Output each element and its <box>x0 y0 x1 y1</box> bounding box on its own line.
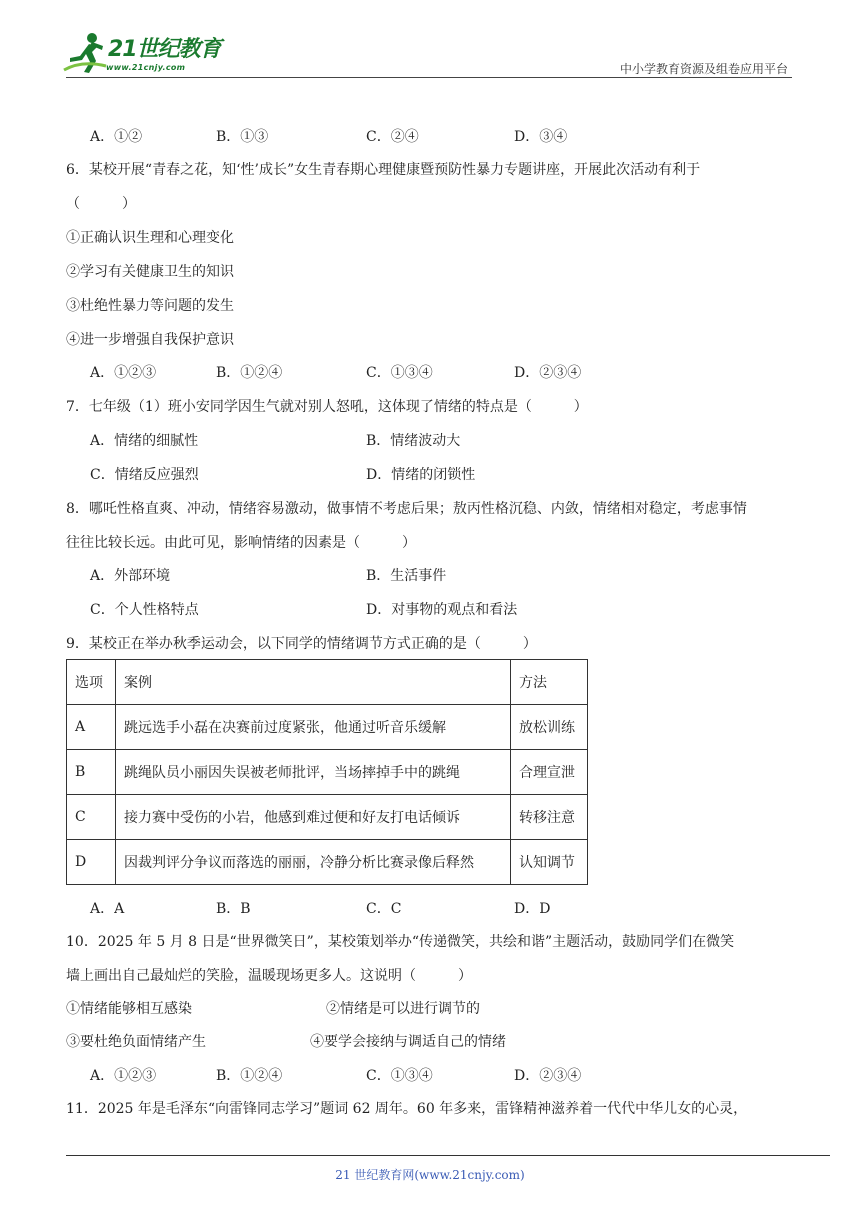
logo-text: 21世纪教育 <box>108 37 221 62</box>
q6-statement-2: ②学习有关健康卫生的知识 <box>66 264 234 280</box>
table-cell: C <box>67 795 116 840</box>
q9-option-b[interactable]: B．B <box>216 901 251 917</box>
table-cell: 合理宣泄 <box>511 750 588 795</box>
table-row <box>67 840 588 885</box>
table-row <box>67 705 588 750</box>
table-cell: A <box>67 705 116 750</box>
q10-statement-4: ④要学会接纳与调适自己的情绪 <box>310 1034 506 1050</box>
page-header <box>0 0 860 82</box>
q10-stem-line2: 墙上画出自己最灿烂的笑脸，温暖现场更多人。这说明（ ） <box>66 968 472 984</box>
q10-statement-2: ②情绪是可以进行调节的 <box>326 1001 480 1017</box>
q6-paren: （ ） <box>66 196 136 212</box>
table-cell: 放松训练 <box>511 705 588 750</box>
q7-option-b[interactable]: B．情绪波动大 <box>366 433 461 449</box>
q6-stem: 6．某校开展“青春之花，知‘性’成长”女生青春期心理健康暨预防性暴力专题讲座，开展此次活动有利于 <box>66 162 701 178</box>
q8-option-b[interactable]: B．生活事件 <box>366 568 447 584</box>
q10-statement-1: ①情绪能够相互感染 <box>66 1001 192 1017</box>
site-logo <box>62 30 232 78</box>
q10-statement-3: ③要杜绝负面情绪产生 <box>66 1034 206 1050</box>
q10-option-c[interactable]: C．①③④ <box>366 1068 433 1084</box>
logo-url: www.21cnjy.com <box>106 63 186 72</box>
table-cell: 认知调节 <box>511 840 588 885</box>
q5-option-c[interactable]: C．②④ <box>366 129 419 145</box>
q9-option-c[interactable]: C．C <box>366 901 402 917</box>
q8-option-a[interactable]: A．外部环境 <box>90 568 171 584</box>
header-divider <box>66 77 792 78</box>
q6-option-b[interactable]: B．①②④ <box>216 365 283 381</box>
q8-option-d[interactable]: D．对事物的观点和看法 <box>366 602 518 618</box>
q7-option-a[interactable]: A．情绪的细腻性 <box>90 433 199 449</box>
q9-table <box>66 659 588 885</box>
table-header-row <box>67 660 588 705</box>
q10-stem-line1: 10．2025 年 5 月 8 日是“世界微笑日”，某校策划举办“传递微笑，共绘和谐”主题活动，鼓励同学们在微笑 <box>66 934 735 950</box>
q6-statement-3: ③杜绝性暴力等问题的发生 <box>66 298 234 314</box>
q5-option-b[interactable]: B．①③ <box>216 129 269 145</box>
runner-icon <box>62 30 108 74</box>
table-header-cell: 案例 <box>116 660 511 705</box>
table-cell: 接力赛中受伤的小岩，他感到难过便和好友打电话倾诉 <box>116 795 511 840</box>
q6-option-d[interactable]: D．②③④ <box>514 365 582 381</box>
q8-stem-line1: 8．哪吒性格直爽、冲动，情绪容易激动，做事情不考虑后果；敖丙性格沉稳、内敛，情绪相对稳定，考虑事情 <box>66 501 747 517</box>
q5-option-d[interactable]: D．③④ <box>514 129 568 145</box>
q6-statement-4: ④进一步增强自我保护意识 <box>66 332 234 348</box>
table-cell: B <box>67 750 116 795</box>
table-header-cell: 选项 <box>67 660 116 705</box>
table-cell: 跳绳队员小丽因失误被老师批评，当场摔掉手中的跳绳 <box>116 750 511 795</box>
q10-option-b[interactable]: B．①②④ <box>216 1068 283 1084</box>
q5-option-a[interactable]: A．①② <box>90 129 143 145</box>
q9-option-d[interactable]: D．D <box>514 901 551 917</box>
table-row <box>67 795 588 840</box>
footer-divider <box>66 1155 830 1156</box>
q10-option-a[interactable]: A．①②③ <box>90 1068 157 1084</box>
q8-stem-line2: 往往比较长远。由此可见，影响情绪的因素是（ ） <box>66 535 416 551</box>
q9-option-a[interactable]: A．A <box>90 901 125 917</box>
q8-option-c[interactable]: C．个人性格特点 <box>90 602 199 618</box>
platform-title: 中小学教育资源及组卷应用平台 <box>619 62 788 76</box>
q7-stem: 7．七年级（1）班小安同学因生气就对别人怒吼，这体现了情绪的特点是（ ） <box>66 399 588 415</box>
table-cell: 跳远选手小磊在决赛前过度紧张，他通过听音乐缓解 <box>116 705 511 750</box>
table-cell: 因裁判评分争议而落选的丽丽，冷静分析比赛录像后释然 <box>116 840 511 885</box>
table-row <box>67 750 588 795</box>
q6-statement-1: ①正确认识生理和心理变化 <box>66 230 234 246</box>
q9-stem: 9．某校正在举办秋季运动会，以下同学的情绪调节方式正确的是（ ） <box>66 636 537 652</box>
table-cell: 转移注意 <box>511 795 588 840</box>
q7-option-c[interactable]: C．情绪反应强烈 <box>90 467 199 483</box>
table-header-cell: 方法 <box>511 660 588 705</box>
table-cell: D <box>67 840 116 885</box>
footer-link[interactable]: 21 世纪教育网(www.21cnjy.com) <box>335 1168 525 1182</box>
q10-option-d[interactable]: D．②③④ <box>514 1068 582 1084</box>
q6-option-c[interactable]: C．①③④ <box>366 365 433 381</box>
q6-option-a[interactable]: A．①②③ <box>90 365 157 381</box>
q11-stem: 11．2025 年是毛泽东“向雷锋同志学习”题词 62 周年。60 年多来，雷锋精神滋养着一代代中华儿女的心灵， <box>66 1101 748 1117</box>
q7-option-d[interactable]: D．情绪的闭锁性 <box>366 467 476 483</box>
